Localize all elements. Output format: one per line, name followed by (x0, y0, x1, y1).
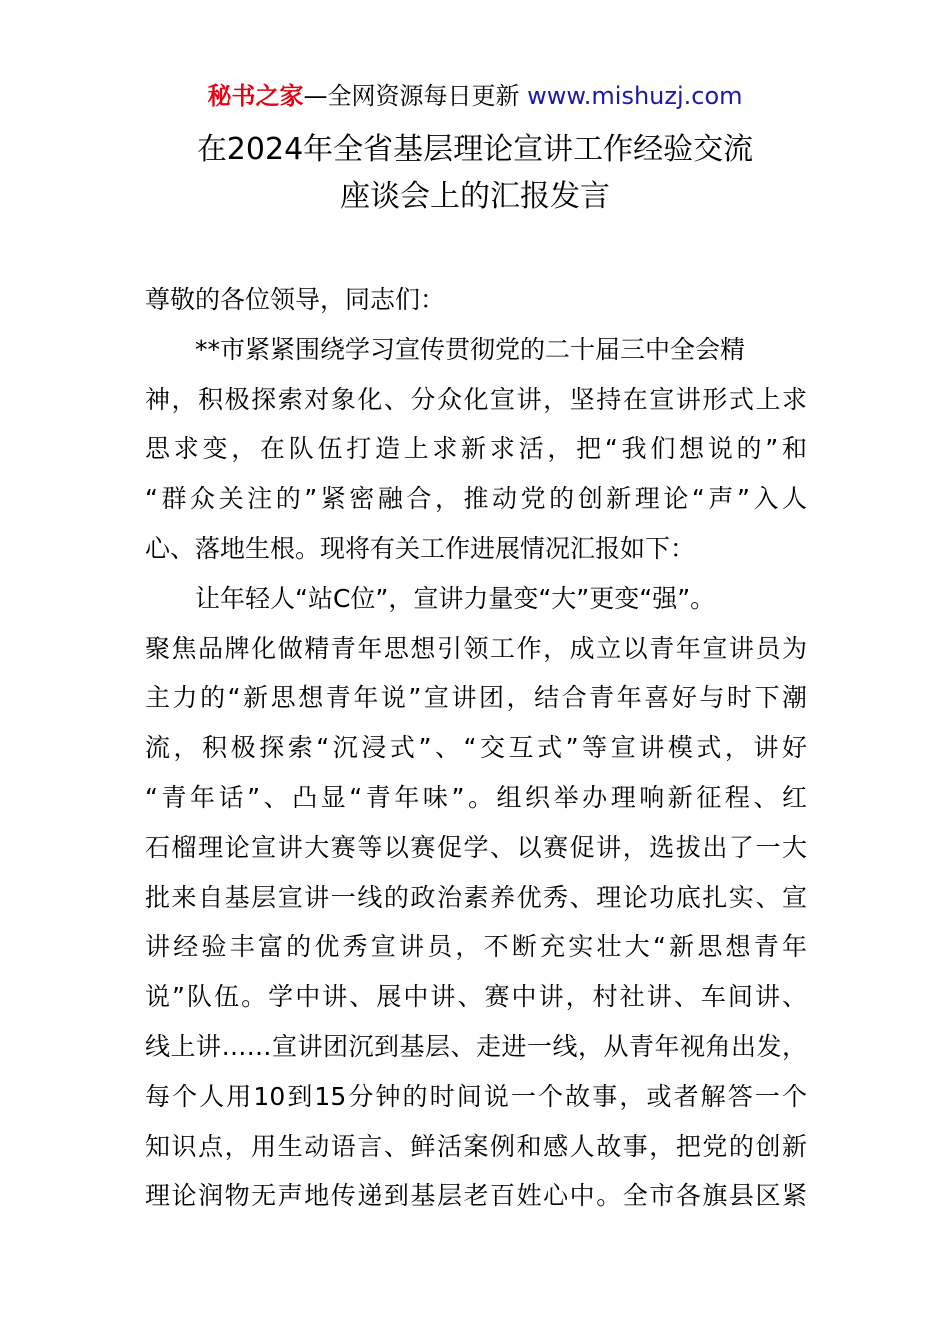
document-body (145, 275, 807, 1221)
body-line: 批来自基层宣讲一线的政治素养优秀、理论功底扎实、宣 (145, 882, 807, 912)
title-line-2: 座谈会上的汇报发言 (340, 179, 610, 214)
site-url-link[interactable]: www.mishuzj.com (527, 82, 743, 110)
body-line: “群众关注的”紧密融合，推动党的创新理论“声”入人 (145, 484, 807, 514)
body-line: 线上讲……宣讲团沉到基层、走进一线，从青年视角出发， (145, 1031, 807, 1061)
body-line: “青年话”、凸显“青年味”。组织举办理响新征程、红 (145, 782, 807, 812)
title-line-1: 在2024年全省基层理论宣讲工作经验交流 (196, 132, 754, 167)
body-line: 思求变，在队伍打造上求新求活，把“我们想说的”和 (145, 434, 807, 464)
body-line: 流，积极探索“沉浸式”、“交互式”等宣讲模式，讲好 (145, 733, 807, 763)
body-line: 神，积极探索对象化、分众化宣讲，坚持在宣讲形式上求 (145, 384, 807, 414)
site-tagline: —全网资源每日更新 (303, 82, 528, 110)
body-line: 知识点，用生动语言、鲜活案例和感人故事，把党的创新 (145, 1131, 807, 1161)
document-title (0, 126, 950, 220)
site-brand: 秘书之家 (207, 82, 304, 110)
section-heading-line: 让年轻人“站C位”，宣讲力量变“大”更变“强”。 (195, 583, 716, 613)
body-line: 聚焦品牌化做精青年思想引领工作，成立以青年宣讲员为 (145, 633, 807, 663)
body-line: 石榴理论宣讲大赛等以赛促学、以赛促讲，选拔出了一大 (145, 832, 807, 862)
site-header (0, 80, 950, 112)
salutation: 尊敬的各位领导，同志们： (145, 285, 446, 314)
body-line: **市紧紧围绕学习宣传贯彻党的二十届三中全会精 (195, 334, 746, 364)
body-line: 说”队伍。学中讲、展中讲、赛中讲，村社讲、车间讲、 (145, 982, 807, 1012)
body-line: 心、落地生根。现将有关工作进展情况汇报如下： (145, 533, 696, 563)
body-line: 讲经验丰富的优秀宣讲员，不断充实壮大“新思想青年 (145, 932, 807, 962)
body-line: 理论润物无声地传递到基层老百姓心中。全市各旗县区紧 (145, 1181, 807, 1211)
body-line: 每个人用10到15分钟的时间说一个故事，或者解答一个 (145, 1081, 807, 1111)
body-line: 主力的“新思想青年说”宣讲团，结合青年喜好与时下潮 (145, 683, 807, 713)
